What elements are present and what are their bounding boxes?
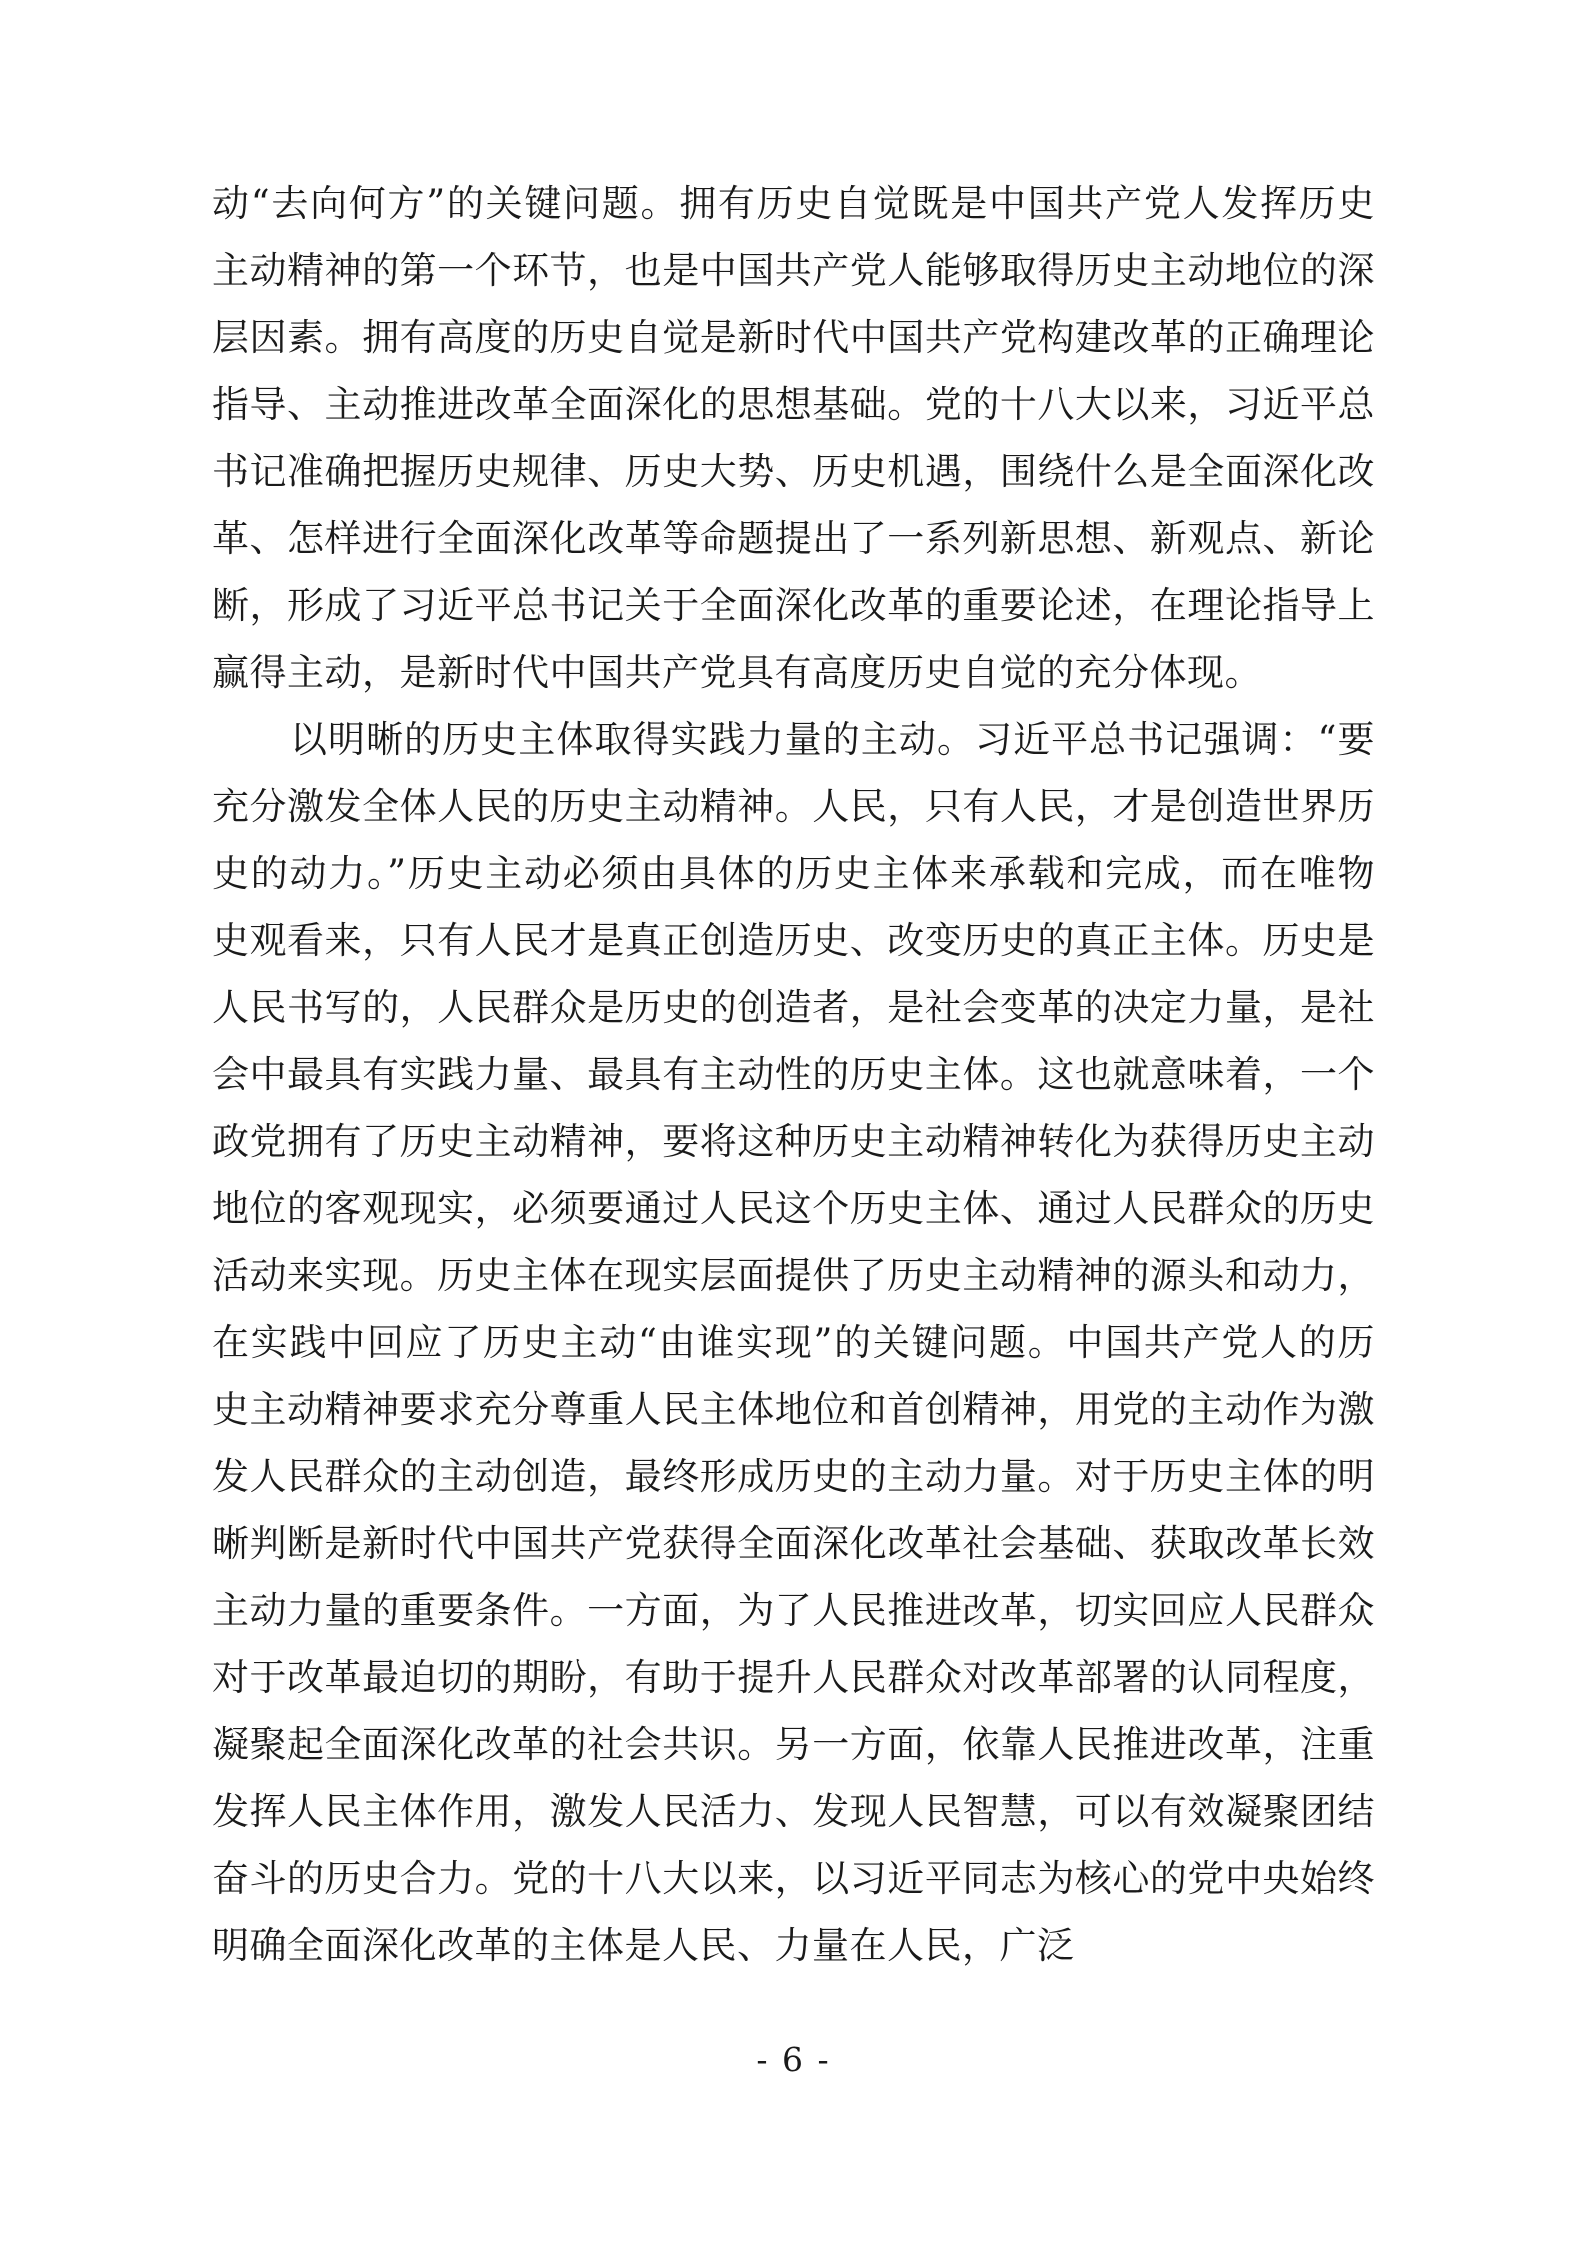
page-number: - 6 - xyxy=(756,2040,831,2079)
body-paragraph-2: 以明晰的历史主体取得实践力量的主动。习近平总书记强调：“要充分激发全体人民的历史主动精神。人民，只有人民，才是创造世界历史的动力。”历史主动必须由具体的历史主体来承载和完成，而在唯物史观看来，只有人民才是真正创造历史、改变历史的真正主体。历史是人民书写的，人民群众是历史的创造者，是社会变革的决定力量，是社会中最具有实践力量、最具有主动性的历史主体。这也就意味着，一个政党拥有了历史主动精神，要将这种历史主动精神转化为获得历史主动地位的客观现实，必须要通过人民这个历史主体、通过人民群众的历史活动来实现。历史主体在现实层面提供了历史主动精神的源头和动力，在实践中回应了历史主动“由谁实现”的关键问题。中国共产党人的历史主动精神要求充分尊重人民主体地位和首创精神，用党的主动作为激发人民群众的主动创造，最终形成历史的主动力量。对于历史主体的明晰判断是新时代中国共产党获得全面深化改革社会基础、获取改革长效主动力量的重要条件。一方面，为了人民推进改革，切实回应人民群众对于改革最迫切的期盼，有助于提升人民群众对改革部署的认同程度，凝聚起全面深化改革的社会共识。另一方面，依靠人民推进改革，注重发挥人民主体作用，激发人民活力、发现人民智慧，可以有效凝聚团结奋斗的历史合力。党的十八大以来，以习近平同志为核心的党中央始终明确全面深化改革的主体是人民、力量在人民，广泛 xyxy=(212,718,1375,1967)
body-paragraph-1: 动“去向何方”的关键问题。拥有历史自觉既是中国共产党人发挥历史主动精神的第一个环节，也是中国共产党人能够取得历史主动地位的深层因素。拥有高度的历史自觉是新时代中国共产党构建改革的正确理论指导、主动推进改革全面深化的思想基础。党的十八大以来，习近平总书记准确把握历史规律、历史大势、历史机遇，围绕什么是全面深化改革、怎样进行全面深化改革等命题提出了一系列新思想、新观点、新论断，形成了习近平总书记关于全面深化改革的重要论述，在理论指导上赢得主动，是新时代中国共产党具有高度历史自觉的充分体现。 xyxy=(212,182,1375,694)
page-body xyxy=(212,170,1375,1979)
